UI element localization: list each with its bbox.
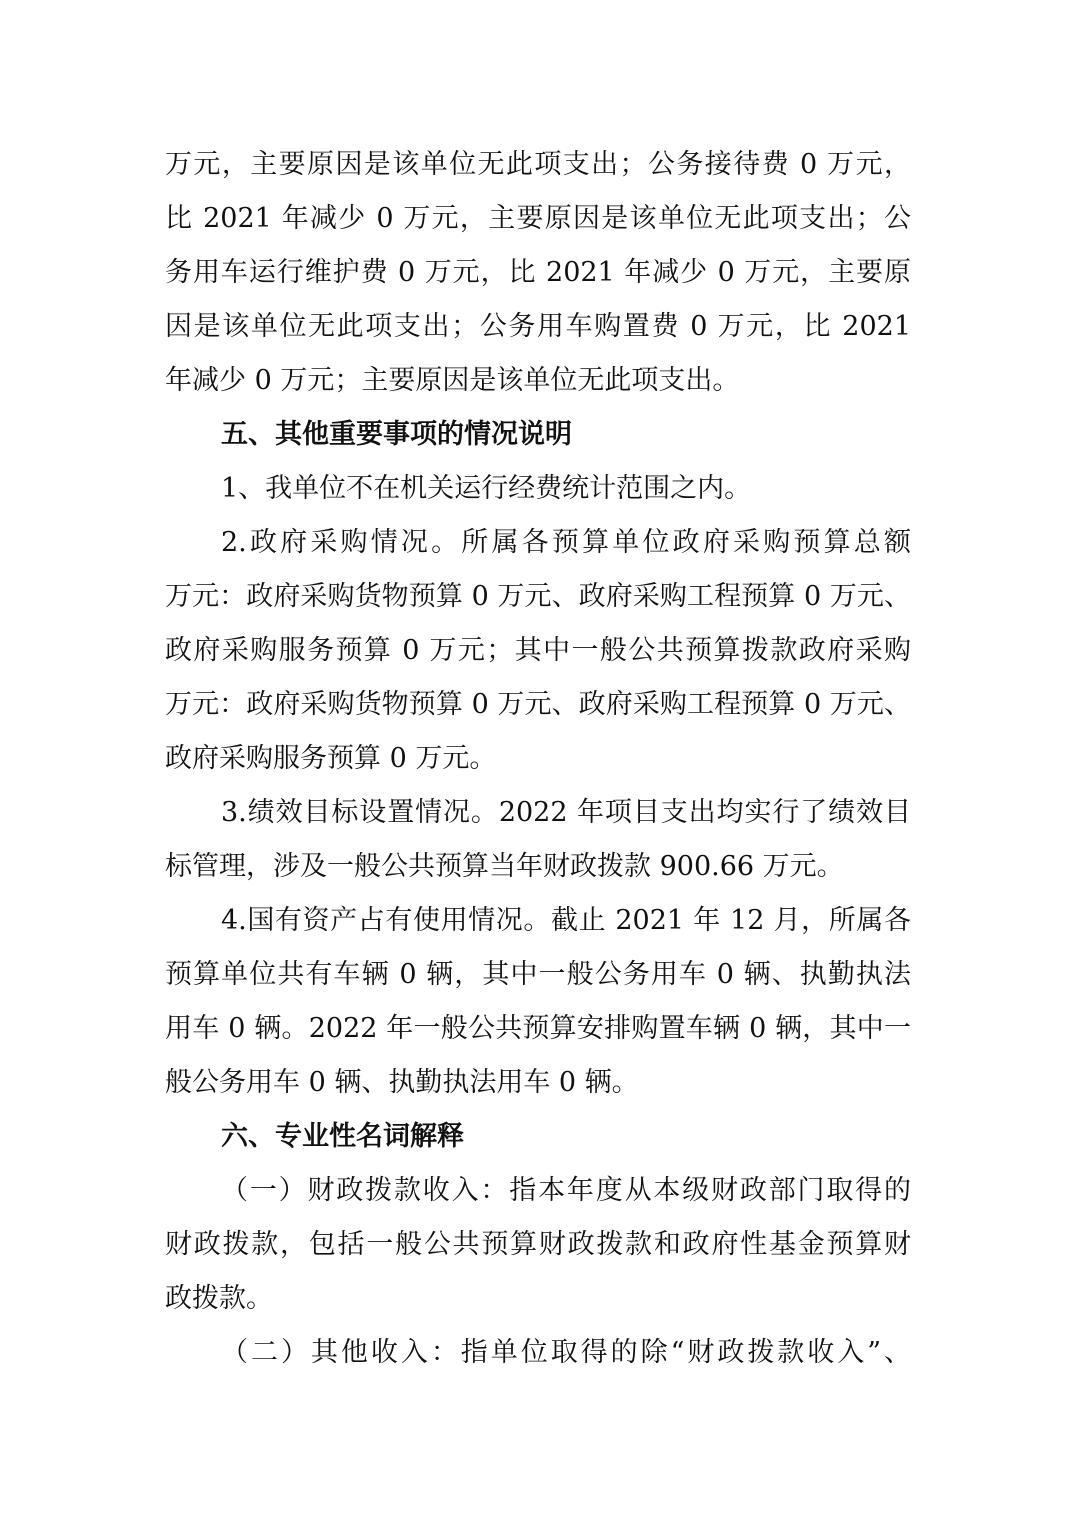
- text-line: 务用车运行维护费 0 万元，比 2021 年减少 0 万元，主要原: [165, 257, 911, 288]
- section-heading-glossary: 六、专业性名词解释: [221, 1121, 464, 1152]
- text-line: 标管理，涉及一般公共预算当年财政拨款 900.66 万元。: [165, 851, 844, 882]
- document-body: [165, 138, 911, 1380]
- text-line: 政府采购服务预算 0 万元。: [165, 743, 497, 774]
- text-line: 预算单位共有车辆 0 辆，其中一般公务用车 0 辆、执勤执法: [165, 959, 911, 990]
- text-line: 年减少 0 万元；主要原因是该单位无此项支出。: [165, 365, 740, 396]
- section-heading-other-matters: 五、其他重要事项的情况说明: [221, 419, 572, 450]
- text-line: 万元，主要原因是该单位无此项支出；公务接待费 0 万元，: [165, 149, 911, 180]
- paragraph-operating-expense: 1、我单位不在机关运行经费统计范围之内。: [221, 473, 752, 504]
- paragraph-expense-explanation: [165, 138, 911, 408]
- text-line: 政府采购服务预算 0 万元；其中一般公共预算拨款政府采购: [165, 635, 911, 666]
- text-line: 政拨款。: [165, 1283, 273, 1314]
- paragraph-other-income: （二）其他收入：指单位取得的除“财政拨款收入”、: [221, 1337, 911, 1368]
- text-line: 万元：政府采购货物预算 0 万元、政府采购工程预算 0 万元、: [165, 689, 911, 720]
- text-line: 般公务用车 0 辆、执勤执法用车 0 辆。: [165, 1067, 639, 1098]
- paragraph-state-assets: [165, 894, 911, 1110]
- text-line: 因是该单位无此项支出；公务用车购置费 0 万元，比 2021: [165, 311, 911, 342]
- text-line: （一）财政拨款收入：指本年度从本级财政部门取得的: [221, 1175, 911, 1206]
- paragraph-performance-targets: [165, 786, 911, 894]
- text-line: 财政拨款，包括一般公共预算财政拨款和政府性基金预算财: [165, 1229, 911, 1260]
- text-line: 用车 0 辆。2022 年一般公共预算安排购置车辆 0 辆，其中一: [165, 1013, 911, 1044]
- text-line: 3.绩效目标设置情况。2022 年项目支出均实行了绩效目: [221, 797, 911, 828]
- text-line: 2.政府采购情况。所属各预算单位政府采购预算总额: [221, 527, 911, 558]
- paragraph-government-procurement: [165, 516, 911, 786]
- paragraph-fiscal-appropriation-income: [165, 1164, 911, 1326]
- text-line: 4.国有资产占有使用情况。截止 2021 年 12 月，所属各: [221, 905, 911, 936]
- text-line: 比 2021 年减少 0 万元，主要原因是该单位无此项支出；公: [165, 203, 911, 234]
- text-line: 万元：政府采购货物预算 0 万元、政府采购工程预算 0 万元、: [165, 581, 911, 612]
